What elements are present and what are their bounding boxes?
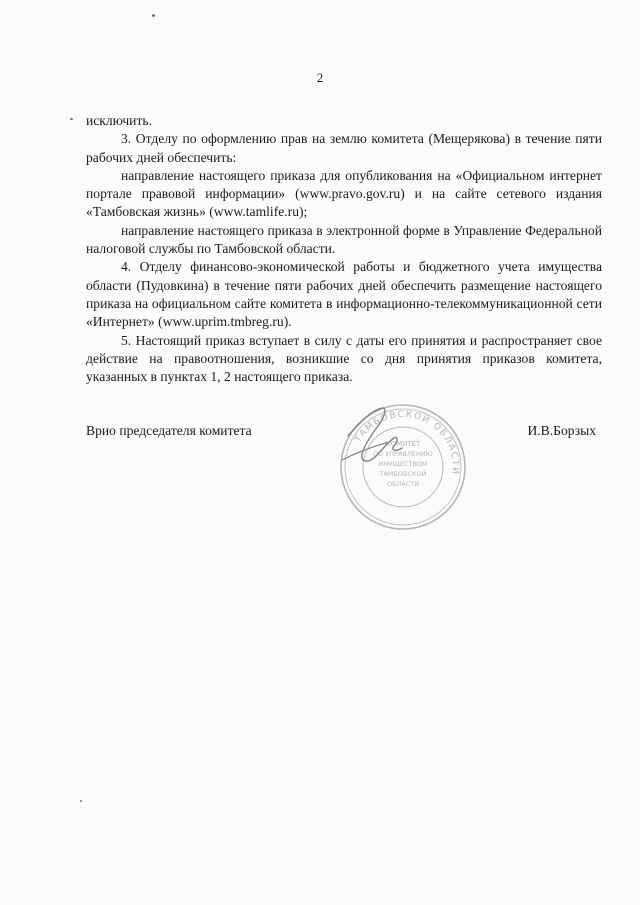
stamp-line-2: ПО УПРАВЛЕНИЮ bbox=[373, 450, 433, 458]
paragraph-continuation: исключить. bbox=[86, 113, 152, 128]
page-number: 2 bbox=[316, 70, 324, 85]
paragraph-item-3-tax-service: направление настоящего приказа в электронной форме в Управление Федеральной налоговой службы по Тамбовской области. bbox=[86, 222, 602, 257]
paragraph-item-3: 3. Отделу по оформлению прав на землю комитета (Мещерякова) в течение пяти рабочих дней обеспечить: bbox=[86, 131, 602, 165]
scan-speck bbox=[80, 800, 82, 802]
official-stamp bbox=[338, 402, 468, 532]
stamp-line-3: ИМУЩЕСТВОМ bbox=[378, 460, 428, 468]
stamp-ring-text: ТАМБОВСКОЙ ОБЛАСТИ bbox=[353, 409, 461, 476]
paragraph-item-5: 5. Настоящий приказ вступает в силу с даты его принятия и распространяет свое действие на правоотношения, возникшие со дня принятия приказов комитета, указанных в пунктах 1, 2 настоящего приказа. bbox=[86, 332, 602, 385]
order-body bbox=[86, 112, 602, 386]
stamp-line-4: ТАМБОВСКОЙ bbox=[379, 470, 427, 478]
stamp-line-1: КОМИТЕТ bbox=[385, 440, 421, 448]
signer-name: И.В.Борзых bbox=[527, 423, 596, 438]
paragraph-item-3-publication: направление настоящего приказа для опубликования на «Официальном интернет портале правовой информации» (www.pravo.gov.ru) и на сайте сетевого издания «Тамбовская жизнь» (www.tamlife.ru); bbox=[86, 167, 602, 220]
stamp-line-5: ОБЛАСТИ bbox=[386, 480, 420, 488]
paragraph-item-4: 4. Отделу финансово-экономической работы и бюджетного учета имущества области (Пудовкина) в течение пяти рабочих дней обеспечить размещение настоящего приказа на официальном сайте комитета в информационно-телекоммуникационной сети «Интернет» (www.uprim.tmbreg.ru). bbox=[86, 259, 602, 330]
scan-speck bbox=[152, 14, 155, 17]
signer-title: Врио председателя комитета bbox=[86, 423, 252, 438]
scan-speck bbox=[70, 118, 73, 120]
